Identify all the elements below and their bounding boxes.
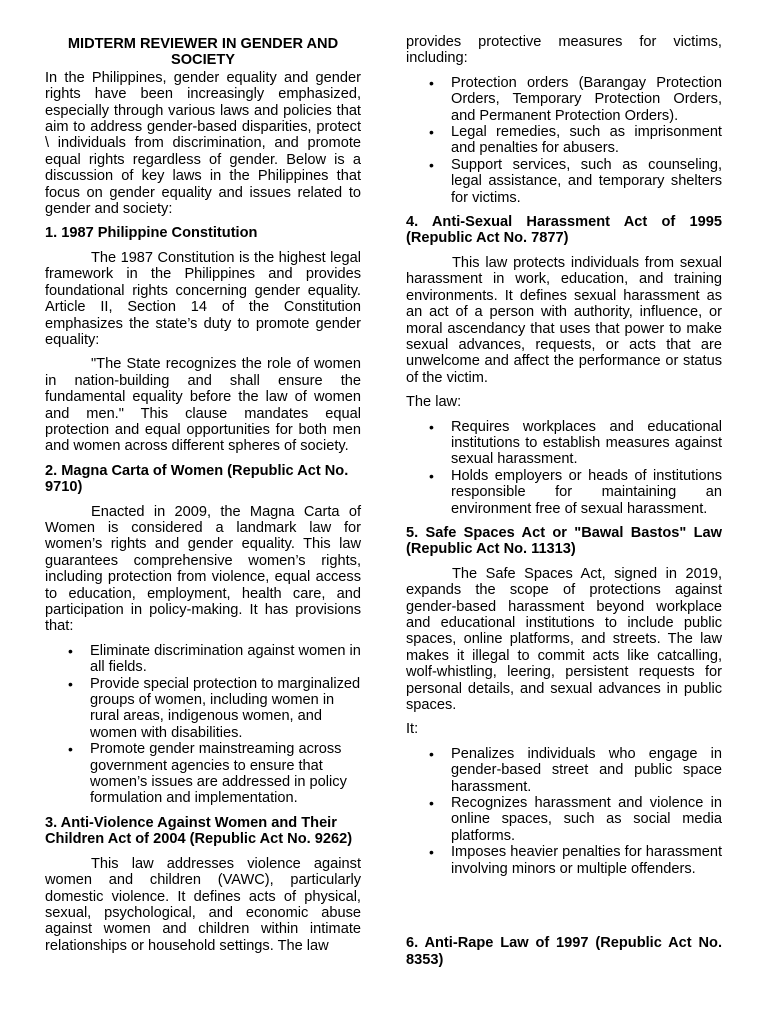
section-5-lead: It: xyxy=(406,721,419,738)
section-heading-4: 4. Anti-Sexual Harassment Act of 1995 (Republic Act No. 7877) xyxy=(406,214,722,247)
section-3-bullet-list xyxy=(406,75,722,206)
section-4-paragraph-1: This law protects individuals from sexual harassment in work, education, and training environments. It defines sexual harassment as an act of a person with authority, influence, or moral ascendancy that uses that power to make sexual advances, requests, or acts that are unwelcome and affect the performance or status of the victim. xyxy=(406,254,722,386)
section-heading-5: 5. Safe Spaces Act or "Bawal Bastos" Law (Republic Act No. 11313) xyxy=(406,524,722,558)
section-1-paragraph-1: The 1987 Constitution is the highest legal framework in the Philippines and provides foundational rights concerning gender equality. Article II, Section 14 of the Constitution emphasizes the state’s duty to promote gender equality: xyxy=(45,249,361,348)
section-4-bullet-list xyxy=(406,419,722,517)
section-2-paragraph-1: Enacted in 2009, the Magna Carta of Women is considered a landmark law for women’s rights and gender equality. This law guarantees comprehensive women’s rights, including protection from violence, equal access to education, employment, health care, and participation in policy-making. It has provisions that: xyxy=(45,503,361,635)
list-item: • Promote gender mainstreaming across government agencies to ensure that women’s issues are addressed in policy formulation and implementation. xyxy=(90,741,361,807)
section-heading-6: 6. Anti-Rape Law of 1997 (Republic Act No. 8353) xyxy=(406,935,722,968)
list-item: • Legal remedies, such as imprisonment and penalties for abusers. xyxy=(451,124,722,157)
section-2-bullet-list xyxy=(45,643,361,807)
list-item: • Penalizes individuals who engage in gender-based street and public space harassment. xyxy=(451,746,722,795)
section-1-paragraph-2: "The State recognizes the role of women in nation-building and shall ensure the fundamental equality before the law of women and men." This clause mandates equal protection and equal opportunities for both men and women across different spheres of society. xyxy=(45,356,361,455)
left-column xyxy=(45,34,361,962)
document-title: MIDTERM REVIEWER IN GENDER AND SOCIETY xyxy=(67,36,339,69)
spacer xyxy=(406,885,722,935)
section-3-paragraph-1: This law addresses violence against women and children (VAWC), particularly domestic violence. It defines acts of physical, sexual, psychological, and economic abuse against women and children within intimate relationships or household settings. The law xyxy=(45,855,361,954)
list-item: • Provide special protection to marginalized groups of women, including women in rural areas, indigenous women, and women with disabilities. xyxy=(90,676,361,742)
list-item: • Eliminate discrimination against women in all fields. xyxy=(90,643,361,676)
list-item: • Imposes heavier penalties for harassment involving minors or multiple offenders. xyxy=(451,844,722,877)
section-heading-1: 1. 1987 Philippine Constitution xyxy=(45,225,258,242)
list-item: • Holds employers or heads of institutions responsible for maintaining an environment free of sexual harassment. xyxy=(451,468,722,517)
list-item: • Requires workplaces and educational institutions to establish measures against sexual harassment. xyxy=(451,419,722,468)
list-item: • Support services, such as counseling, legal assistance, and temporary shelters for victims. xyxy=(451,157,722,206)
section-5-paragraph-1: The Safe Spaces Act, signed in 2019, expands the scope of protections against gender-based harassment beyond workplace and educational institutions to include public spaces, online platforms, and streets. The law makes it illegal to commit acts like catcalling, wolf-whistling, leering, persistent requests for personal details, and sexual advances in public spaces. xyxy=(406,565,722,714)
list-item: • Protection orders (Barangay Protection Orders, Temporary Protection Orders, and Permanent Protection Orders). xyxy=(451,75,722,124)
section-heading-3: 3. Anti-Violence Against Women and Their Children Act of 2004 (Republic Act No. 9262) xyxy=(45,814,353,848)
intro-paragraph: In the Philippines, gender equality and gender rights have been increasingly emphasized, especially through various laws and policies that aim to address gender-based disparities, protect \ individuals from discrimination, and promote equal rights regardless of gender. Below is a discussion of key laws in the Philippines that focus on gender equality and issues related to gender and society: xyxy=(45,69,361,218)
section-heading-2: 2. Magna Carta of Women (Republic Act No. 9710) xyxy=(45,462,349,496)
section-5-bullet-list xyxy=(406,746,722,877)
right-column xyxy=(406,34,722,976)
list-item: • Recognizes harassment and violence in online spaces, such as social media platforms. xyxy=(451,795,722,844)
section-4-lead: The law: xyxy=(406,394,462,411)
section-3-paragraph-continued: provides protective measures for victims, including: xyxy=(406,34,722,67)
